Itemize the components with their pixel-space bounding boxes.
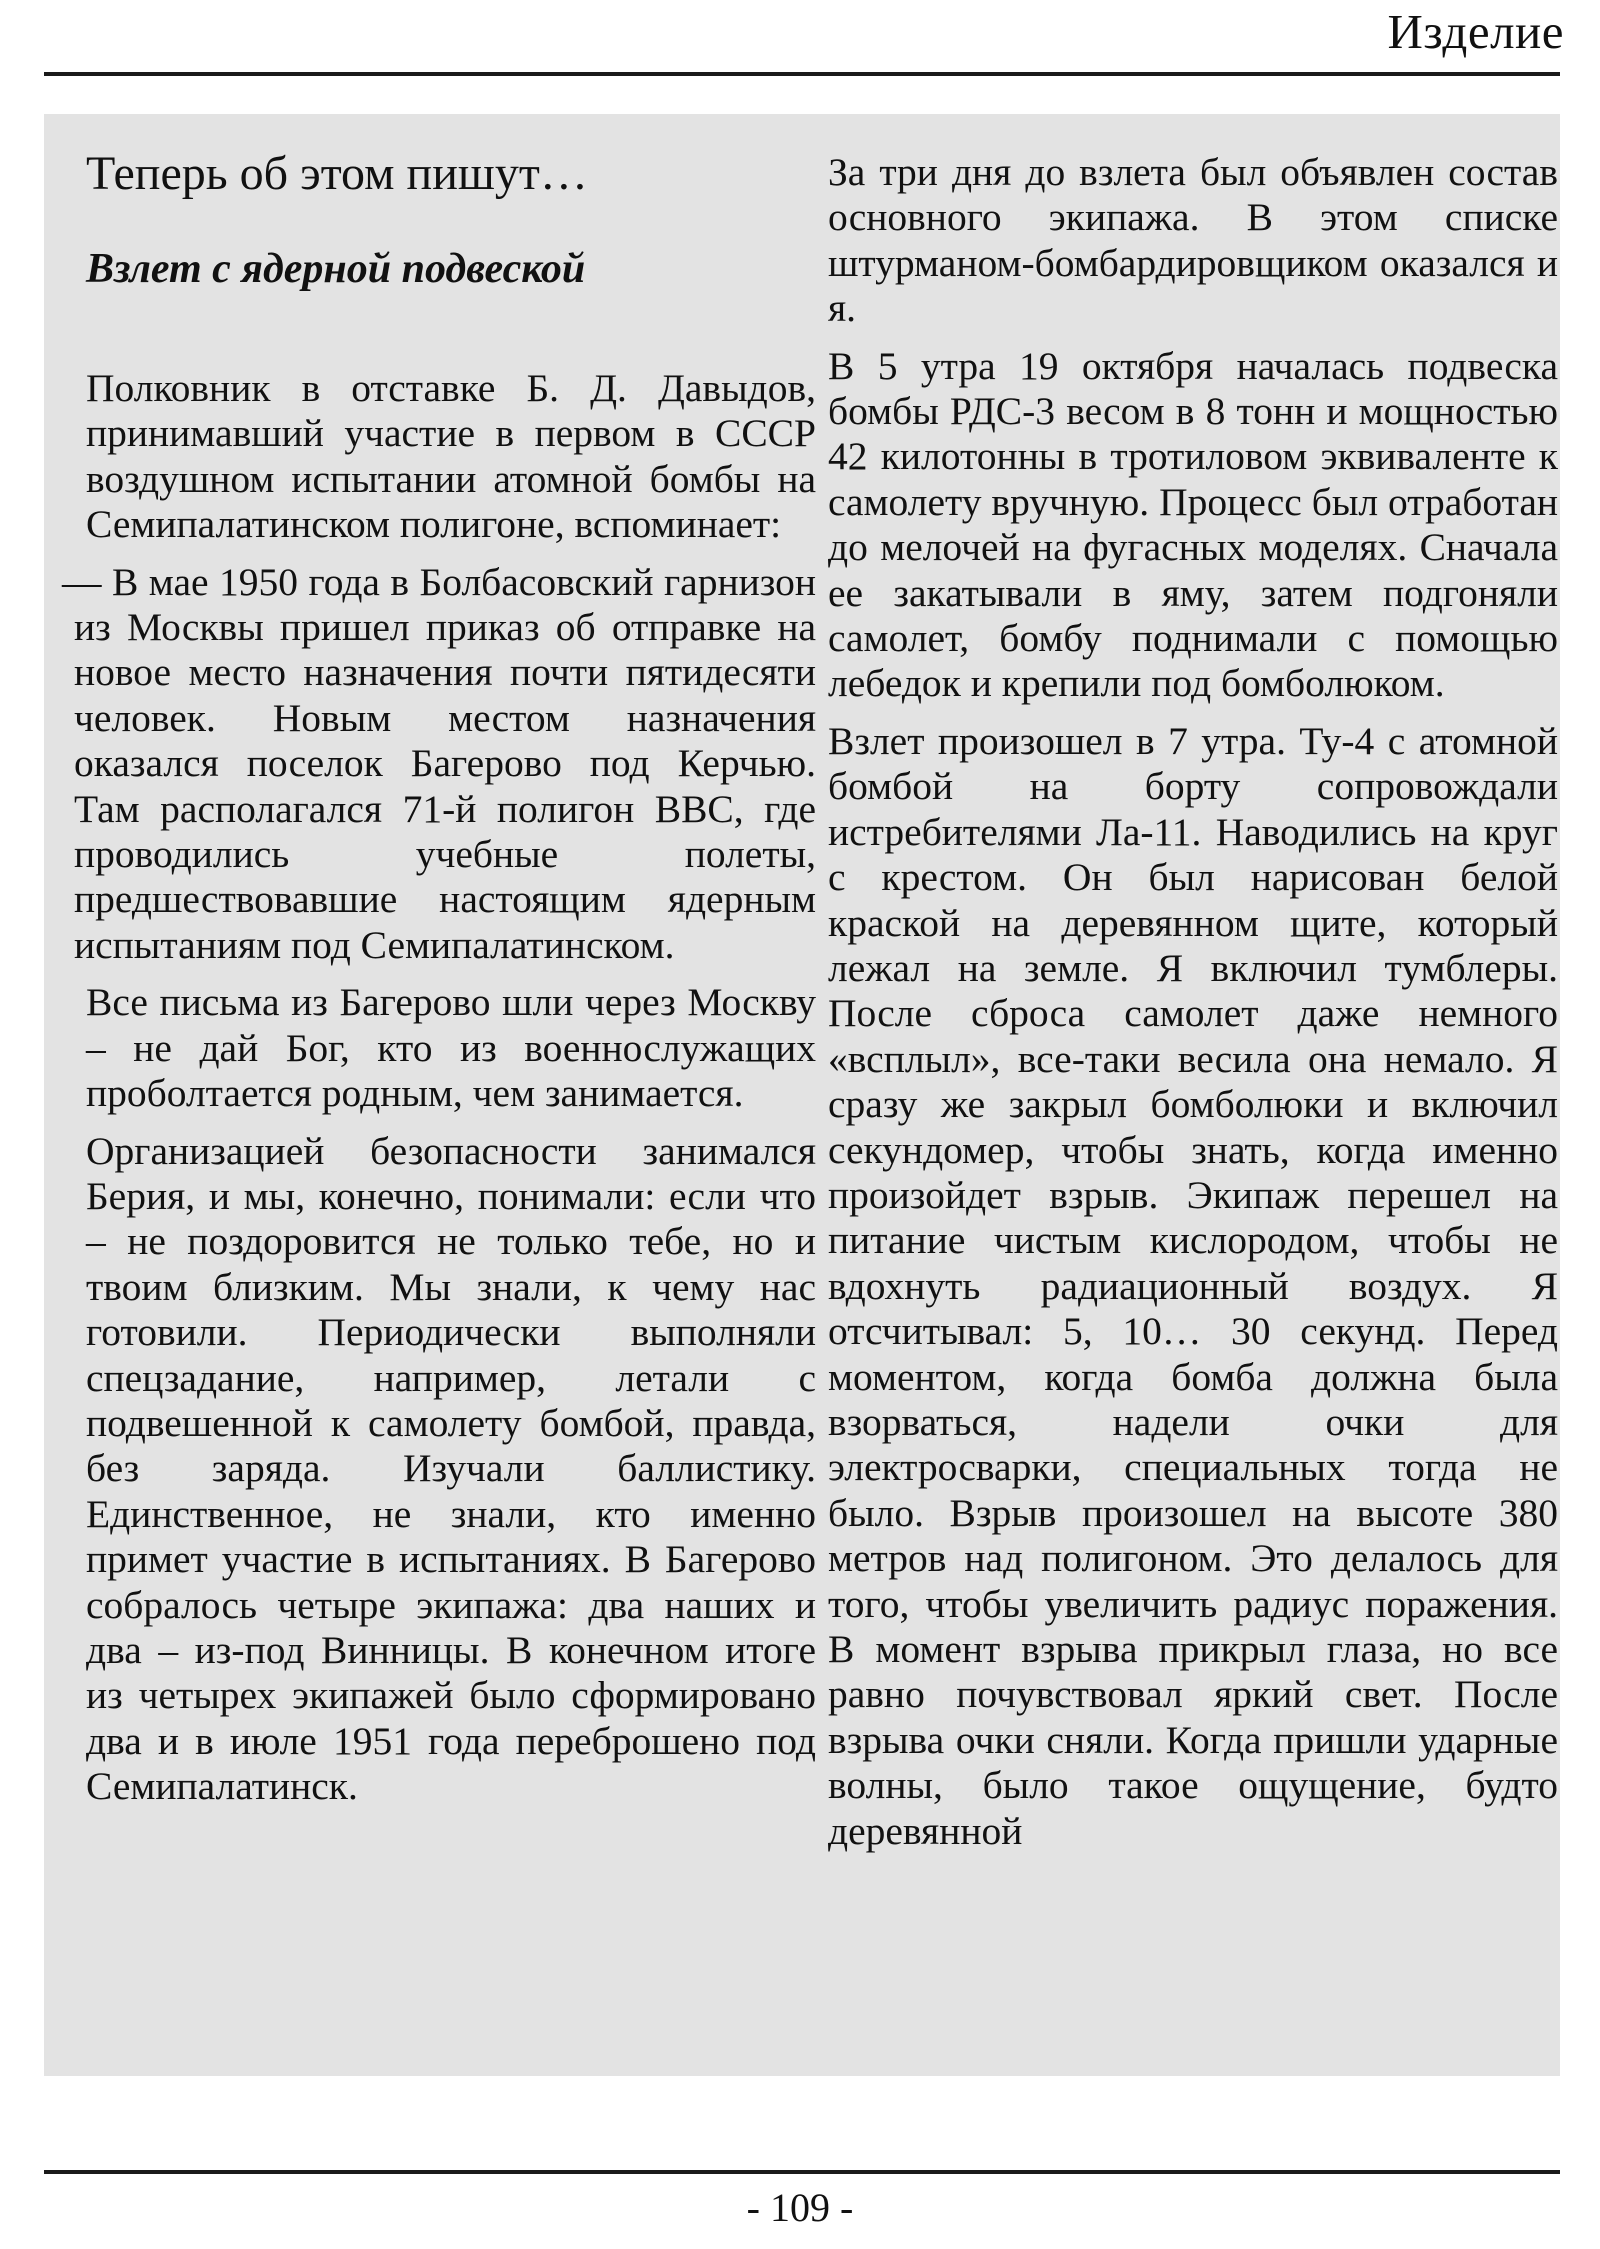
paragraph: — В мае 1950 года в Болбасовский гарнизон из Москвы пришел приказ об отправке на новое место назначения почти пятидесяти человек. Новым местом назначения оказался поселок Багерово под Керчью. Там располагался 71-й полигон ВВС, где проводились учебные полеты, предшествовавшие настоящим ядерным испытаниям под Семипалатинском. [62,559,816,967]
paragraph: Организацией безопасности занимался Берия, и мы, конечно, понимали: если что – не поздоровится не только тебе, но и твоим близким. Мы знали, к чему нас готовили. Периодически выполняли спецзадание, например, летали с подвешенной к самолету бомбой, правда, без заряда. Изучали баллистику. Единственное, не знали, кто именно примет участие в испытаниях. В Багерово собралось четыре экипажа: два наших и два – из-под Винницы. В конечном итоге из четырех экипажей было сформировано два и в июле 1951 года переброшено под Семипалатинск. [86,1128,816,1809]
paragraph: В 5 утра 19 октября началась подвеска бомбы РДС-3 весом в 8 тонн и мощностью 42 килотонны в тротиловом эквиваленте к самолету вручную. Процесс был отработан до мелочей на фугасных моделях. Сначала ее закатывали в яму, затем подгоняли самолет, бомбу поднимали с помощью лебедок и крепили под бомболюком. [828,343,1558,706]
running-header: Изделие [1387,4,1564,59]
section-title: Теперь об этом пишут… [86,147,588,200]
paragraph: За три дня до взлета был объявлен состав основного экипажа. В этом списке штурманом-бомбардировщиком оказался и я. [828,150,1558,331]
paragraph: Взлет произошел в 7 утра. Ту-4 с атомной бомбой на борту сопровождали истребителями Ла-11. Наводились на круг с крестом. Он был нарисован белой краской на деревянном щите, который лежал на земле. Я включил тумблеры. После сброса самолет даже немного «всплыл», все-таки весила она немало. Я сразу же закрыл бомболюки и включил секундомер, чтобы знать, когда именно произойдет взрыв. Экипаж перешел на питание чистым кислородом, чтобы не вдохнуть радиационный воздух. Я отсчитывал: 5, 10… 30 секунд. Перед моментом, когда бомба должна была взорваться, надели очки для электросварки, специальных тогда не было. Взрыв произошел на высоте 380 метров над полигоном. Это делалось для того, чтобы увеличить радиус поражения. В момент взрыва прикрыл глаза, но все равно почувствовал яркий свет. После взрыва очки сняли. Когда пришли ударные волны, было такое ощущение, будто деревянной [828,718,1558,1853]
footer-divider [44,2170,1560,2174]
paragraph: Все письма из Багерово шли через Москву – не дай Бог, кто из военнослужащих проболтается родным, чем занимается. [86,980,816,1116]
paragraph: Полковник в отставке Б. Д. Давыдов, принимавший участие в первом в СССР воздушном испытании атомной бомбы на Семипалатинском полигоне, вспоминает: [86,366,816,547]
article-title: Взлет с ядерной подвеской [86,246,586,292]
left-column [62,114,816,1822]
right-column [828,114,1558,1866]
article-panel [44,114,1560,2076]
header-divider [44,72,1560,76]
page-number: - 109 - [746,2185,854,2230]
